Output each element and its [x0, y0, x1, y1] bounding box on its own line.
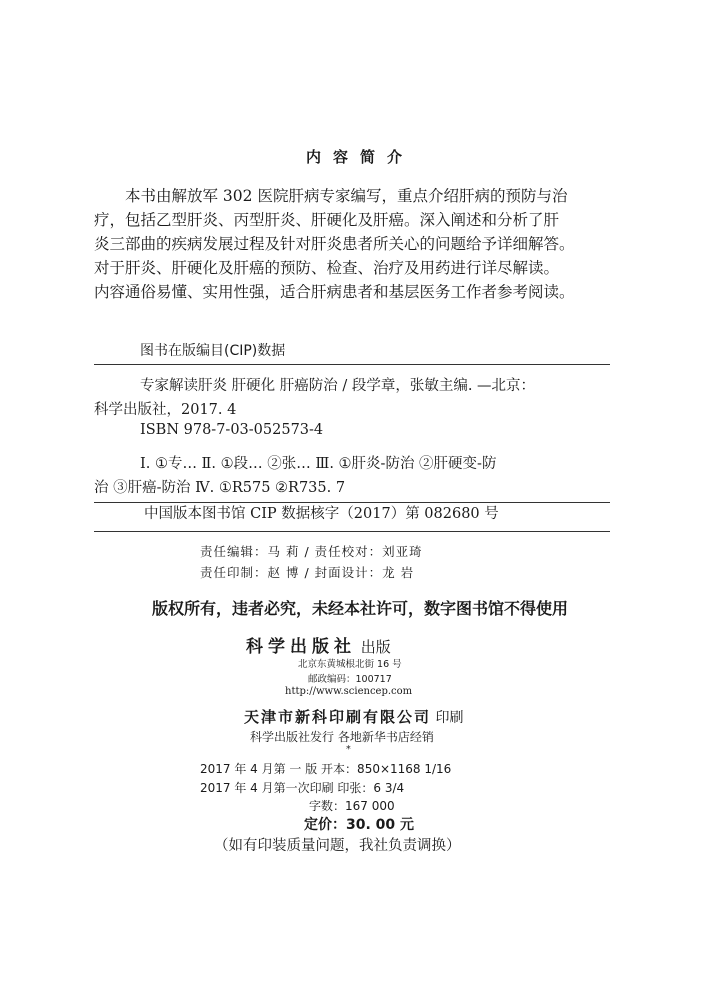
- credits-line: 责任印制：赵 博 / 封面设计：龙 岩: [200, 565, 415, 580]
- publisher-suffix: 出版: [360, 638, 391, 656]
- summary-line: 炎三部曲的疾病发展过程及针对肝炎患者所关心的问题给予详细解答。: [94, 235, 575, 253]
- printer-line: [244, 706, 463, 727]
- summary-text: [94, 184, 630, 304]
- printer-name: 天津市新科印刷有限公司: [244, 708, 432, 726]
- summary-line: 疗，包括乙型肝炎、丙型肝炎、肝硬化及肝癌。深入阐述和分析了肝: [94, 211, 560, 229]
- copyright-notice: 版权所有，违者必究，未经本社许可，数字图书馆不得使用: [151, 599, 568, 618]
- cip-heading: 图书在版编目(CIP)数据: [140, 343, 286, 359]
- cip-title-line: 专家解读肝炎 肝硬化 肝癌防治 / 段学章，张敏主编. —北京：: [140, 378, 536, 394]
- separator-star: *: [346, 744, 351, 755]
- publisher-address: 北京东黄城根北街 16 号: [298, 659, 402, 670]
- credits-line: 责任编辑：马 莉 / 责任校对：刘亚琦: [200, 544, 423, 559]
- printer-suffix: 印刷: [435, 710, 464, 726]
- distribution-line: 科学出版社发行 各地新华书店经销: [250, 730, 434, 744]
- printing-line: 2017 年 4 月第一次印刷 印张：6 3/4: [200, 781, 405, 795]
- cip-publisher-line: 科学出版社，2017. 4: [94, 402, 237, 418]
- publisher-name: 科学出版社: [246, 637, 356, 657]
- publisher-postcode: 邮政编码：100717: [308, 674, 392, 685]
- publisher-line: [246, 632, 391, 657]
- publisher-url: http://www.sciencep.com: [285, 686, 413, 697]
- quality-note: （如有印装质量问题，我社负责调换）: [214, 838, 461, 854]
- page-title: 内容简介: [305, 148, 414, 166]
- word-count-line: 字数：167 000: [309, 799, 395, 813]
- price-line: 定价：30. 00 元: [304, 817, 415, 833]
- edition-line: 2017 年 4 月第 一 版 开本：850×1168 1/16: [200, 762, 452, 776]
- summary-line: 对于肝炎、肝硬化及肝癌的预防、检查、治疗及用药进行详尽解读。: [94, 259, 560, 277]
- cip-classification-line: 治 ③肝癌-防治 Ⅳ. ①R575 ②R735. 7: [94, 480, 346, 496]
- cip-top-rule: [94, 364, 610, 365]
- summary-line: 内容通俗易懂、实用性强，适合肝病患者和基层医务工作者参考阅读。: [94, 283, 575, 301]
- cip-classification-line: Ⅰ. ①专… Ⅱ. ①段… ②张… Ⅲ. ①肝炎-防治 ②肝硬变-防: [140, 456, 497, 472]
- summary-line: 本书由解放军 302 医院肝病专家编写，重点介绍肝病的预防与治: [125, 187, 568, 205]
- cip-isbn: ISBN 978-7-03-052573-4: [140, 422, 324, 438]
- cip-library-number: 中国版本图书馆 CIP 数据核字（2017）第 082680 号: [144, 506, 499, 522]
- cip-bottom-rule: [94, 531, 610, 532]
